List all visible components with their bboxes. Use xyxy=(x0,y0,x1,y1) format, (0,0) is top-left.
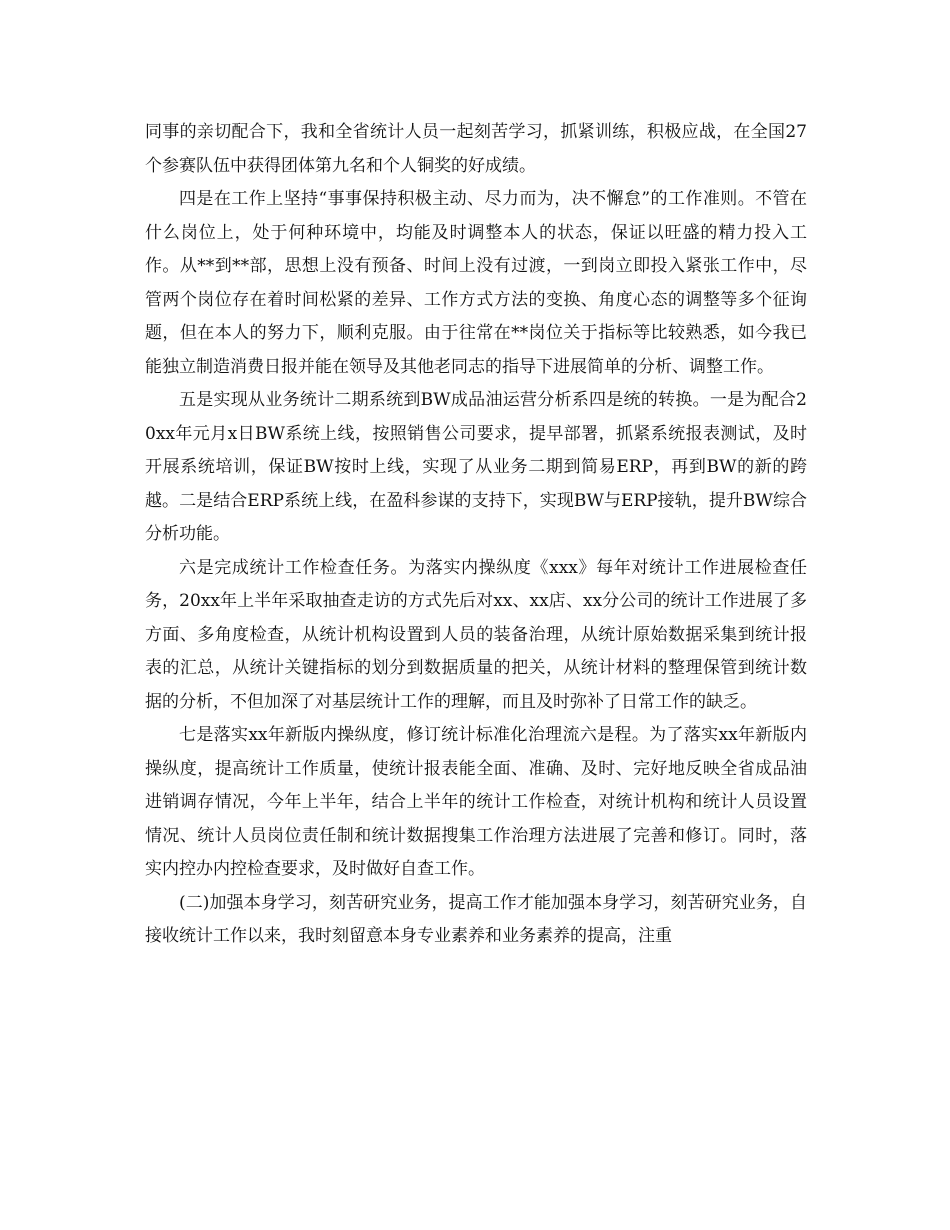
paragraph-2: 四是在工作上坚持“事事保持积极主动、尽力而为，决不懈怠”的工作准则。不管在什么岗位上，处于何种环境中，均能及时调整本人的状态，保证以旺盛的精力投入工作。从**到**部，思想上没有预备、时间上没有过渡，一到岗立即投入紧张工作中，尽管两个岗位存在着时间松紧的差异、工作方式方法的变换、角度心态的调整等多个征询题，但在本人的努力下，顺利克服。由于往常在**岗位关于指标等比较熟悉，如今我已能独立制造消费日报并能在领导及其他老同志的指导下进展简单的分析、调整工作。 xyxy=(145,189,807,377)
document-page xyxy=(145,116,807,954)
paragraph-4: 六是完成统计工作检查任务。为落实内操纵度《xxx》每年对统计工作进展检查任务，20xx年上半年采取抽查走访的方式先后对xx、xx店、xx分公司的统计工作进展了多方面、多角度检查，从统计机构设置到人员的装备治理，从统计原始数据采集到统计报表的汇总，从统计关键指标的划分到数据质量的把关，从统计材料的整理保管到统计数据的分析，不但加深了对基层统计工作的理解，而且及时弥补了日常工作的缺乏。 xyxy=(145,557,807,712)
paragraph-5: 七是落实xx年新版内操纵度，修订统计标准化治理流六是程。为了落实xx年新版内操纵度，提高统计工作质量，使统计报表能全面、准确、及时、完好地反映全省成品油进销调存情况，今年上半年，结合上半年的统计工作检查，对统计机构和统计人员设置情况、统计人员岗位责任制和统计数据搜集工作治理方法进展了完善和修订。同时，落实内控办内控检查要求，及时做好自查工作。 xyxy=(145,725,807,879)
paragraph-3: 五是实现从业务统计二期系统到BW成品油运营分析系四是统的转换。一是为配合20xx年元月x日BW系统上线，按照销售公司要求，提早部署，抓紧系统报表测试，及时开展系统培训，保证BW按时上线，实现了从业务二期到简易ERP，再到BW的新的跨越。二是结合ERP系统上线，在盈科参谋的支持下，实现BW与ERP接轨，提升BW综合分析功能。 xyxy=(145,390,807,544)
paragraph-6: (二)加强本身学习，刻苦研究业务，提高工作才能加强本身学习，刻苦研究业务，自接收统计工作以来，我时刻留意本身专业素养和业务素养的提高，注重 xyxy=(145,892,807,946)
paragraph-1: 同事的亲切配合下，我和全省统计人员一起刻苦学习，抓紧训练，积极应战，在全国27个参赛队伍中获得团体第九名和个人铜奖的好成绩。 xyxy=(145,122,807,176)
